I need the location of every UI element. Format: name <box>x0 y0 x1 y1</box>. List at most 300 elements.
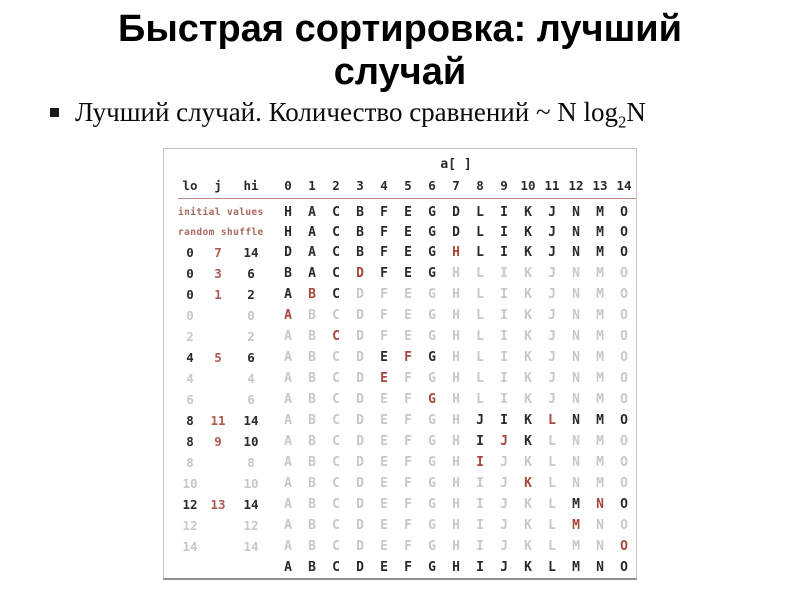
trace-cell: N <box>572 434 580 449</box>
trace-cell: G <box>428 518 436 533</box>
trace-cell: E <box>380 392 388 407</box>
trace-cell: H <box>452 560 460 575</box>
trace-cell: O <box>620 329 628 344</box>
lo-value: 0 <box>186 308 194 323</box>
trace-cell: F <box>380 266 388 281</box>
trace-cell: N <box>572 392 580 407</box>
trace-cell: A <box>284 308 292 323</box>
page-title <box>0 8 800 94</box>
trace-cell: M <box>572 497 580 512</box>
trace-cell: E <box>404 329 412 344</box>
trace-cell: G <box>428 497 436 512</box>
trace-cell: B <box>308 413 316 428</box>
trace-cell: D <box>356 308 364 323</box>
trace-cell: F <box>404 518 412 533</box>
trace-cell: I <box>500 371 508 386</box>
col-index: 8 <box>476 178 484 193</box>
trace-cell: A <box>284 476 292 491</box>
trace-cell: H <box>452 371 460 386</box>
col-index: 11 <box>544 178 560 193</box>
trace-row <box>178 473 636 494</box>
trace-cell: I <box>500 350 508 365</box>
j-value: 1 <box>214 287 222 302</box>
trace-cell: K <box>524 329 532 344</box>
trace-label-row <box>178 202 636 222</box>
trace-cell: E <box>404 266 412 281</box>
col-index: 12 <box>568 178 584 193</box>
trace-cell: N <box>572 204 580 220</box>
lo-value: 4 <box>186 371 194 386</box>
trace-cell: N <box>572 413 580 428</box>
trace-cell: O <box>620 434 628 449</box>
trace-cell: J <box>548 350 556 365</box>
trace-cell: F <box>380 204 388 220</box>
trace-cell: G <box>428 413 436 428</box>
trace-cell: F <box>380 224 388 240</box>
trace-cell: M <box>596 245 604 260</box>
trace-cell: J <box>548 245 556 260</box>
trace-row <box>178 305 636 326</box>
trace-cell: N <box>572 371 580 386</box>
trace-row <box>178 263 636 284</box>
trace-cell: C <box>332 329 340 344</box>
trace-cell: I <box>476 518 484 533</box>
trace-cell: M <box>596 204 604 220</box>
trace-cell: F <box>404 392 412 407</box>
col-index: 10 <box>520 178 536 193</box>
lo-value: 8 <box>186 455 194 470</box>
j-value: 7 <box>214 245 222 260</box>
trace-cell: E <box>404 245 412 260</box>
trace-cell: G <box>428 287 436 302</box>
trace-final-row <box>178 557 636 578</box>
trace-cell: C <box>332 350 340 365</box>
trace-cell: M <box>596 350 604 365</box>
trace-cell: D <box>452 224 460 240</box>
trace-cell: H <box>452 476 460 491</box>
trace-cell: I <box>476 476 484 491</box>
col-header-lo: lo <box>182 178 198 193</box>
trace-cell: H <box>452 308 460 323</box>
trace-cell: C <box>332 476 340 491</box>
trace-cell: F <box>404 350 412 365</box>
trace-row <box>178 284 636 305</box>
trace-cell: E <box>380 350 388 365</box>
trace-cell: A <box>284 539 292 554</box>
lo-value: 0 <box>186 245 194 260</box>
col-index: 4 <box>380 178 388 193</box>
trace-cell: B <box>308 497 316 512</box>
trace-cell: F <box>380 329 388 344</box>
trace-cell: A <box>284 518 292 533</box>
trace-cell: C <box>332 434 340 449</box>
trace-cell: F <box>380 287 388 302</box>
trace-row <box>178 410 636 431</box>
trace-cell: D <box>356 287 364 302</box>
trace-cell: I <box>500 204 508 220</box>
trace-cell: O <box>620 455 628 470</box>
trace-cell: F <box>404 434 412 449</box>
trace-cell: M <box>572 518 580 533</box>
trace-cell: N <box>572 476 580 491</box>
trace-cell: E <box>380 560 388 575</box>
trace-cell: D <box>356 413 364 428</box>
hi-value: 0 <box>247 308 255 323</box>
trace-cell: B <box>308 476 316 491</box>
trace-cell: D <box>356 518 364 533</box>
trace-cell: M <box>572 539 580 554</box>
trace-cell: A <box>308 204 316 220</box>
trace-cell: N <box>596 539 604 554</box>
trace-cell: J <box>476 413 484 428</box>
trace-cell: F <box>380 308 388 323</box>
trace-cell: H <box>284 204 292 220</box>
trace-cell: B <box>308 518 316 533</box>
trace-cell: L <box>476 371 484 386</box>
trace-cell: J <box>548 266 556 281</box>
trace-cell: B <box>308 539 316 554</box>
trace-cell: E <box>380 476 388 491</box>
trace-cell: J <box>500 476 508 491</box>
trace-row <box>178 389 636 410</box>
trace-cell: K <box>524 204 532 220</box>
trace-cell: C <box>332 287 340 302</box>
trace-row <box>178 326 636 347</box>
trace-cell: A <box>284 329 292 344</box>
trace-cell: E <box>380 455 388 470</box>
lo-value: 2 <box>186 329 194 344</box>
trace-cell: O <box>620 392 628 407</box>
trace-cell: D <box>356 539 364 554</box>
hi-value: 14 <box>243 497 259 512</box>
trace-cell: F <box>404 539 412 554</box>
bullet-text <box>75 96 646 132</box>
hi-value: 14 <box>243 413 259 428</box>
trace-cell: A <box>284 371 292 386</box>
array-label: a[ ] <box>440 157 472 172</box>
trace-cell: N <box>572 350 580 365</box>
trace-cell: G <box>428 308 436 323</box>
trace-cell: G <box>428 224 436 240</box>
hi-value: 2 <box>247 287 255 302</box>
trace-cell: M <box>596 413 604 428</box>
trace-cell: E <box>404 224 412 240</box>
trace-cell: C <box>332 371 340 386</box>
bullet-subscript: 2 <box>618 112 627 132</box>
lo-value: 8 <box>186 434 194 449</box>
lo-value: 6 <box>186 392 194 407</box>
bullet-text-post: N <box>626 97 646 127</box>
trace-cell: O <box>620 350 628 365</box>
trace-cell: F <box>380 245 388 260</box>
trace-cell: F <box>404 413 412 428</box>
trace-cell: O <box>620 518 628 533</box>
trace-cell: I <box>500 266 508 281</box>
trace-cell: O <box>620 560 628 575</box>
trace-cell: G <box>428 434 436 449</box>
trace-cell: H <box>452 518 460 533</box>
trace-cell: L <box>476 392 484 407</box>
trace-cell: O <box>620 497 628 512</box>
trace-cell: I <box>500 287 508 302</box>
trace-cell: K <box>524 455 532 470</box>
trace-cell: A <box>284 413 292 428</box>
hi-value: 14 <box>243 539 259 554</box>
lo-value: 8 <box>186 413 194 428</box>
trace-cell: I <box>476 497 484 512</box>
trace-cell: I <box>500 329 508 344</box>
col-index: 13 <box>592 178 608 193</box>
trace-cell: J <box>500 455 508 470</box>
trace-cell: E <box>404 287 412 302</box>
trace-cell: C <box>332 518 340 533</box>
trace-cell: M <box>596 434 604 449</box>
trace-cell: D <box>356 266 364 281</box>
col-index: 5 <box>404 178 412 193</box>
col-index: 6 <box>428 178 436 193</box>
trace-cell: L <box>548 434 556 449</box>
trace-cell: B <box>284 266 292 281</box>
bullet-text-pre: Лучший случай. Количество сравнений ~ N log <box>75 97 619 127</box>
trace-cell: B <box>308 350 316 365</box>
trace-cell: I <box>500 392 508 407</box>
trace-cell: J <box>548 329 556 344</box>
trace-cell: A <box>284 497 292 512</box>
trace-cell: H <box>452 350 460 365</box>
col-header-j: j <box>214 178 222 193</box>
trace-cell: O <box>620 413 628 428</box>
trace-cell: L <box>476 308 484 323</box>
hi-value: 10 <box>243 476 259 491</box>
trace-cell: F <box>404 497 412 512</box>
trace-cell: N <box>572 287 580 302</box>
trace-cell: F <box>404 560 412 575</box>
trace-cell: D <box>356 329 364 344</box>
trace-cell: E <box>380 413 388 428</box>
trace-cell: C <box>332 392 340 407</box>
trace-cell: G <box>428 329 436 344</box>
trace-cell: E <box>380 371 388 386</box>
trace-cell: E <box>404 308 412 323</box>
trace-cell: D <box>356 476 364 491</box>
row-label: initial values <box>178 206 264 218</box>
trace-cell: C <box>332 266 340 281</box>
trace-cell: O <box>620 539 628 554</box>
trace-cell: A <box>308 245 316 260</box>
trace-cell: C <box>332 455 340 470</box>
trace-cell: G <box>428 245 436 260</box>
trace-cell: A <box>284 350 292 365</box>
trace-cell: D <box>452 204 460 220</box>
trace-cell: B <box>308 560 316 575</box>
trace-cell: B <box>308 455 316 470</box>
trace-cell: G <box>428 204 436 220</box>
bullet-line <box>48 96 778 132</box>
trace-cell: J <box>500 560 508 575</box>
trace-cell: K <box>524 560 532 575</box>
hi-value: 6 <box>247 350 255 365</box>
trace-cell: N <box>596 560 604 575</box>
trace-cell: H <box>452 539 460 554</box>
hi-value: 8 <box>247 455 255 470</box>
trace-header-row <box>178 175 636 196</box>
trace-cell: D <box>356 560 364 575</box>
trace-cell: L <box>548 455 556 470</box>
j-value: 11 <box>210 413 226 428</box>
hi-value: 10 <box>243 434 259 449</box>
lo-value: 12 <box>182 497 198 512</box>
trace-cell: D <box>356 392 364 407</box>
trace-cell: E <box>404 204 412 220</box>
trace-cell: O <box>620 266 628 281</box>
trace-cell: M <box>596 224 604 240</box>
trace-row <box>178 368 636 389</box>
trace-cell: K <box>524 245 532 260</box>
trace-cell: H <box>452 434 460 449</box>
trace-cell: L <box>548 560 556 575</box>
trace-cell: L <box>548 413 556 428</box>
trace-cell: N <box>596 518 604 533</box>
trace-cell: B <box>308 371 316 386</box>
trace-cell: L <box>476 245 484 260</box>
trace-cell: J <box>548 371 556 386</box>
trace-cell: H <box>284 224 292 240</box>
trace-cell: E <box>380 497 388 512</box>
hi-value: 12 <box>243 518 259 533</box>
trace-cell: L <box>476 266 484 281</box>
hi-value: 14 <box>243 245 259 260</box>
col-index: 1 <box>308 178 316 193</box>
trace-cell: L <box>476 204 484 220</box>
trace-cell: H <box>452 392 460 407</box>
trace-cell: A <box>284 455 292 470</box>
trace-cell: A <box>308 224 316 240</box>
trace-cell: G <box>428 476 436 491</box>
trace-cell: E <box>380 539 388 554</box>
trace-cell: I <box>476 539 484 554</box>
trace-cell: K <box>524 476 532 491</box>
lo-value: 0 <box>186 266 194 281</box>
j-value: 5 <box>214 350 222 365</box>
trace-cell: O <box>620 308 628 323</box>
bullet-square-icon <box>50 108 59 117</box>
trace-cell: N <box>572 224 580 240</box>
trace-cell: C <box>332 224 340 240</box>
trace-row <box>178 242 636 263</box>
trace-cell: K <box>524 308 532 323</box>
trace-row <box>178 515 636 536</box>
trace-cell: K <box>524 350 532 365</box>
trace-cell: G <box>428 371 436 386</box>
trace-cell: K <box>524 224 532 240</box>
trace-cell: M <box>572 560 580 575</box>
trace-cell: C <box>332 413 340 428</box>
trace-cell: F <box>404 455 412 470</box>
trace-cell: C <box>332 497 340 512</box>
trace-cell: K <box>524 413 532 428</box>
trace-cell: A <box>284 287 292 302</box>
trace-cell: N <box>572 308 580 323</box>
trace-cell: M <box>596 308 604 323</box>
trace-cell: J <box>548 204 556 220</box>
trace-cell: G <box>428 455 436 470</box>
trace-cell: B <box>308 434 316 449</box>
trace-cell: M <box>596 455 604 470</box>
quicksort-trace-figure <box>163 148 637 580</box>
header-rule <box>178 198 636 199</box>
col-index: 7 <box>452 178 460 193</box>
trace-cell: B <box>308 308 316 323</box>
j-value: 3 <box>214 266 222 281</box>
trace-row <box>178 347 636 368</box>
trace-cell: G <box>428 350 436 365</box>
trace-cell: J <box>500 434 508 449</box>
trace-cell: K <box>524 371 532 386</box>
trace-cell: A <box>284 392 292 407</box>
trace-cell: J <box>548 308 556 323</box>
trace-cell: D <box>356 455 364 470</box>
trace-cell: I <box>500 413 508 428</box>
trace-cell: L <box>548 476 556 491</box>
trace-cell: B <box>308 287 316 302</box>
trace-row <box>178 494 636 515</box>
col-header-hi: hi <box>243 178 259 193</box>
trace-cell: C <box>332 204 340 220</box>
trace-cell: N <box>596 497 604 512</box>
trace-cell: H <box>452 245 460 260</box>
trace-cell: E <box>380 434 388 449</box>
trace-cell: G <box>428 560 436 575</box>
trace-cell: N <box>572 329 580 344</box>
trace-cell: D <box>356 497 364 512</box>
trace-cell: J <box>500 497 508 512</box>
trace-cell: D <box>284 245 292 260</box>
trace-cell: H <box>452 266 460 281</box>
trace-cell: K <box>524 434 532 449</box>
trace-cell: M <box>596 371 604 386</box>
trace-cell: B <box>308 329 316 344</box>
trace-cell: O <box>620 476 628 491</box>
trace-row <box>178 452 636 473</box>
trace-cell: K <box>524 392 532 407</box>
trace-cell: N <box>572 245 580 260</box>
trace-cell: B <box>356 204 364 220</box>
trace-cell: L <box>476 224 484 240</box>
trace-cell: I <box>500 224 508 240</box>
trace-cell: D <box>356 371 364 386</box>
trace-cell: H <box>452 455 460 470</box>
lo-value: 4 <box>186 350 194 365</box>
trace-cell: L <box>548 518 556 533</box>
trace-cell: K <box>524 539 532 554</box>
trace-cell: M <box>596 329 604 344</box>
hi-value: 2 <box>247 329 255 344</box>
trace-label-row <box>178 222 636 242</box>
trace-cell: C <box>332 245 340 260</box>
trace-cell: B <box>308 392 316 407</box>
trace-cell: O <box>620 224 628 240</box>
hi-value: 4 <box>247 371 255 386</box>
trace-cell: G <box>428 266 436 281</box>
trace-cell: B <box>356 245 364 260</box>
col-index: 2 <box>332 178 340 193</box>
trace-cell: C <box>332 308 340 323</box>
trace-cell: J <box>548 287 556 302</box>
trace-row <box>178 431 636 452</box>
lo-value: 10 <box>182 476 198 491</box>
col-index: 9 <box>500 178 508 193</box>
col-index: 14 <box>616 178 632 193</box>
